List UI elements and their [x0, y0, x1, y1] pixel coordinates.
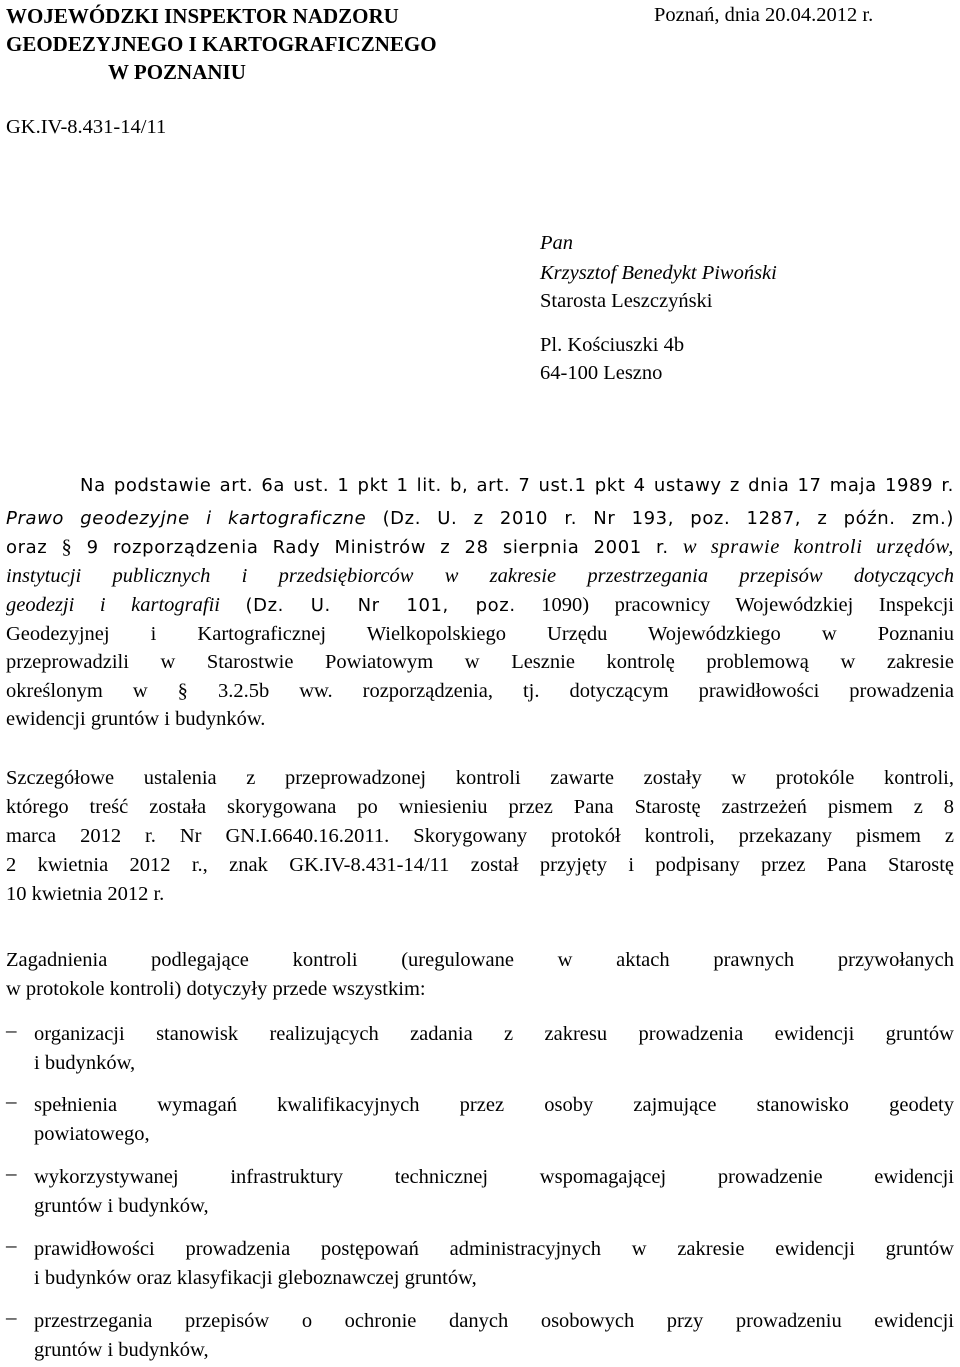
section-symbol-2: § — [177, 680, 188, 702]
bullet-dash: – — [6, 1233, 17, 1257]
p1-line-2 — [6, 505, 954, 533]
p2-line-1: Szczegółowe ustalenia z przeprowadzonej kontroli zawarte zostały w protokóle kontroli, — [6, 767, 954, 789]
p2-line-4: 2 kwietnia 2012 r., znak GK.IV-8.431-14/11 został przyjęty i podpisany przez Pana Starostę — [6, 854, 954, 876]
addressee-salutation: Pan — [540, 232, 574, 254]
p1-line-8 — [6, 677, 954, 705]
list-item-line-2: powiatowego, — [34, 1123, 150, 1145]
p2-line-5: 10 kwietnia 2012 r. — [6, 883, 165, 905]
list-item-line-1: spełnienia wymagań kwalifikacyjnych przez osoby zajmujące stanowisko geodety — [34, 1094, 954, 1116]
list-item-line-1: wykorzystywanej infrastruktury technicznej wspomagającej prowadzenie ewidencji — [34, 1166, 954, 1188]
list-item-line-2: i budynków, — [34, 1052, 136, 1074]
issuer-line-2: GEODEZYJNEGO I KARTOGRAFICZNEGO — [6, 32, 437, 56]
p2-line-3: marca 2012 r. Nr GN.I.6640.16.2011. Skorygowany protokół kontroli, przekazany pismem z — [6, 825, 954, 847]
list-item-line-2: i budynków oraz klasyfikacji gleboznawczej gruntów, — [34, 1267, 477, 1289]
act-title-italic: Prawo geodezyjne i kartograficzne — [6, 508, 367, 529]
issuer-line-3: W POZNANIU — [108, 60, 246, 84]
p1-line-3 — [6, 533, 954, 561]
section-symbol: § — [61, 536, 73, 558]
p3-line-2: w protokole kontroli) dotyczyły przede wszystkim: — [6, 978, 426, 1000]
addressee-street: Pl. Kościuszki 4b — [540, 334, 685, 356]
bullet-dash: – — [6, 1305, 17, 1329]
p1-line-3-start: oraz — [6, 537, 48, 558]
addressee-city: 64-100 Leszno — [540, 362, 663, 384]
bullet-dash: – — [6, 1018, 17, 1042]
p2-line-2: którego treść została skorygowana po wniesieniu przez Pana Starostę zastrzeżeń pismem z 8 — [6, 796, 954, 818]
bullet-dash: – — [6, 1089, 17, 1113]
p1-line-9: ewidencji gruntów i budynków. — [6, 708, 266, 730]
p1-line-8-rest: 3.2.5b ww. rozporządzenia, tj. dotyczącym prawidłowości prowadzenia — [217, 680, 954, 702]
addressee-name: Krzysztof Benedykt Piwoński — [540, 262, 777, 284]
list-item-line-1: prawidłowości prowadzenia postępowań administracyjnych w zakresie ewidencji gruntów — [34, 1238, 954, 1260]
list-item-line-1: organizacji stanowisk realizujących zadania z zakresu prowadzenia ewidencji gruntów — [34, 1023, 954, 1045]
p1-line-8-start: określonym w — [6, 680, 148, 702]
p1-line-6: Geodezyjnej i Kartograficznej Wielkopolskiego Urzędu Wojewódzkiego w Poznaniu — [6, 623, 954, 645]
reference-number: GK.IV-8.431-14/11 — [6, 116, 167, 138]
letter-date: Poznań, dnia 20.04.2012 r. — [654, 4, 874, 26]
list-item-line-1: przestrzegania przepisów o ochronie danych osobowych przy prowadzeniu ewidencji — [34, 1310, 954, 1332]
p1-line-5-citation: (Dz. U. Nr 101, poz. — [245, 595, 516, 616]
p1-line-2-citation: (Dz. U. z 2010 r. Nr 193, poz. 1287, z późn. zm.) — [382, 508, 954, 529]
issuer-line-1: WOJEWÓDZKI INSPEKTOR NADZORU — [6, 4, 399, 28]
p1-line-5 — [6, 591, 954, 619]
regulation-title-end: geodezji i kartografii — [6, 594, 220, 616]
p1-line-1: Na podstawie art. 6a ust. 1 pkt 1 lit. b, art. 7 ust.1 pkt 4 ustawy z dnia 17 maja 1989 r. — [80, 475, 954, 496]
p1-line-4: instytucji publicznych i przedsiębiorców w zakresie przestrzegania przepisów dotyczących — [6, 565, 954, 587]
list-item-line-2: gruntów i budynków, — [34, 1339, 209, 1361]
list-item-line-2: gruntów i budynków, — [34, 1195, 209, 1217]
addressee-title: Starosta Leszczyński — [540, 290, 713, 312]
bullet-dash: – — [6, 1161, 17, 1185]
p1-line-7: przeprowadzili w Starostwie Powiatowym w Lesznie kontrolę problemową w zakresie — [6, 651, 954, 673]
p1-line-3-middle: 9 rozporządzenia Rady Ministrów z 28 sierpnia 2001 r. — [86, 537, 669, 558]
regulation-title-start: w sprawie kontroli urzędów, — [682, 536, 954, 558]
p1-line-5-rest: 1090) pracownicy Wojewódzkiej Inspekcji — [541, 594, 954, 616]
p3-line-1: Zagadnienia podlegające kontroli (uregulowane w aktach prawnych przywołanych — [6, 949, 954, 971]
